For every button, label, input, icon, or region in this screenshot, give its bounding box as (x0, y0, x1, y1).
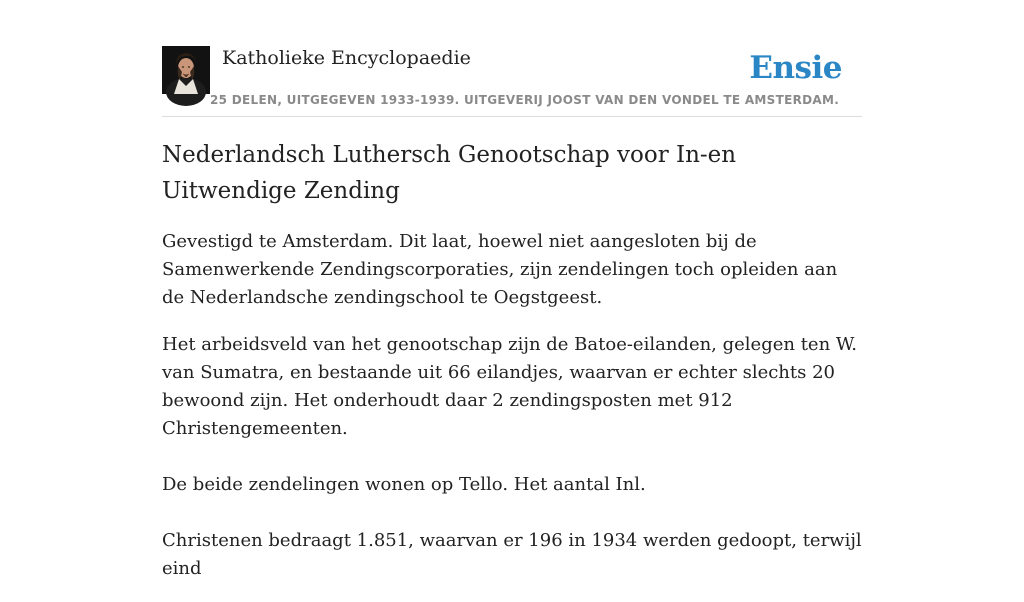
article-paragraph: Het arbeidsveld van het genootschap zijn de Batoe-eilanden, gelegen ten W. van Sumatra, en bestaande uit 66 eilandjes, waarvan er echter slechts 20 bewoond zijn. Het onderhoudt daar 2 zendingsposten met 912 Christengemeenten. (162, 334, 857, 439)
portrait-icon (162, 46, 210, 94)
article-paragraph: Christenen bedraagt 1.851, waarvan er 196 in 1934 werden gedoopt, terwijl eind (162, 530, 862, 579)
article-paragraph: Gevestigd te Amsterdam. Dit laat, hoewel niet aangesloten bij de Samenwerkende Zendingscorporaties, zijn zendelingen toch opleiden aan de Nederlandsche zendingschool te Oegstgeest. (162, 231, 838, 308)
source-subtitle: 25 DELEN, UITGEGEVEN 1933-1939. UITGEVERIJ JOOST VAN DEN VONDEL TE AMSTERDAM. (210, 93, 840, 107)
source-title[interactable]: Katholieke Encyclopaedie (222, 47, 471, 69)
article-paragraph: De beide zendelingen wonen op Tello. Het aantal Inl. (162, 474, 646, 495)
article-body (162, 228, 862, 602)
brand-logo-link[interactable]: Ensie (749, 50, 842, 86)
article-title: Nederlandsch Luthersch Genootschap voor In-en Uitwendige Zending (162, 142, 737, 204)
source-header (162, 46, 862, 117)
source-avatar[interactable] (162, 46, 210, 94)
